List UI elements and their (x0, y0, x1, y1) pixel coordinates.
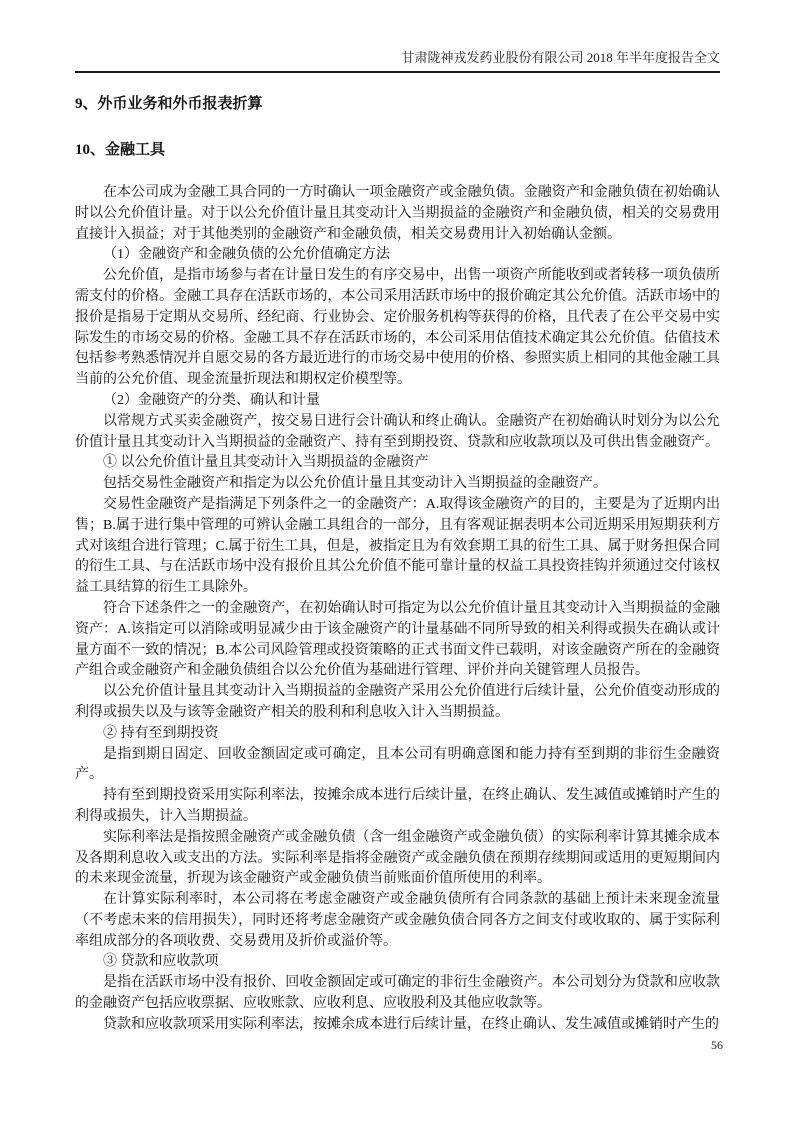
page-number: 56 (711, 1038, 723, 1052)
sub-heading: ② 持有至到期投资 (103, 725, 219, 741)
sub-heading: （1）金融资产和金融负债的公允价值确定方法 (103, 247, 390, 263)
paragraph: 符合下述条件之一的金融资产，在初始确认时可指定为以公允价值计量且其变动计入当期损益的金融资产：A.该指定可以消除或明显减少由于该金融资产的计量基础不同所导致的相关利得或损失在确认或计量方面不一致的情况；B.本公司风险管理或投资策略的正式书面文件已载明，对该金融资产所在的金融资产组合或金融资产和金融负债组合以公允价值为基础进行管理、评价并向关键管理人员报告。 (75, 600, 720, 679)
paragraph: 交易性金融资产是指满足下列条件之一的金融资产：A.取得该金融资产的目的，主要是为了近期内出售；B.属于进行集中管理的可辨认金融工具组合的一部分，且有客观证据表明本公司近期采用短期获利方式对该组合进行管理；C.属于衍生工具，但是，被指定且为有效套期工具的衍生工具、属于财务担保合同的衍生工具、与在活跃市场中没有报价且其公允价值不能可靠计量的权益工具投资挂钩并须通过交付该权益工具结算的衍生工具除外。 (75, 496, 720, 596)
sub-heading: ① 以公允价值计量且其变动计入当期损益的金融资产 (103, 455, 429, 471)
paragraph: 在计算实际利率时，本公司将在考虑金融资产或金融负债所有合同条款的基础上预计未来现金流量（不考虑未来的信用损失），同时还将考虑金融资产或金融负债合同各方之间支付或收取的、属于实际利率组成部分的各项收费、交易费用及折价或溢价等。 (75, 892, 720, 949)
paragraph: 公允价值，是指市场参与者在计量日发生的有序交易中，出售一项资产所能收到或者转移一项负债所需支付的价格。金融工具存在活跃市场的，本公司采用活跃市场中的报价确定其公允价值。活跃市场中的报价是指易于定期从交易所、经纪商、行业协会、定价服务机构等获得的价格，且代表了在公平交易中实际发生的市场交易的价格。金融工具不存在活跃市场的，本公司采用估值技术确定其公允价值。估值技术包括参考熟悉情况并自愿交易的各方最近进行的市场交易中使用的价格、参照实质上相同的其他金融工具当前的公允价值、现金流量折现法和期权定价模型等。 (75, 268, 720, 388)
paragraph: 包括交易性金融资产和指定为以公允价值计量且其变动计入当期损益的金融资产。 (103, 476, 607, 492)
paragraph: 贷款和应收款项采用实际利率法，按摊余成本进行后续计量，在终止确认、发生减值或摊销时产生的 (103, 1016, 719, 1032)
document-body (75, 183, 720, 1036)
sub-heading: ③ 贷款和应收款项 (103, 954, 219, 970)
section-heading-9: 9、外币业务和外币报表折算 (75, 96, 263, 112)
paragraph: 实际利率法是指按照金融资产或金融负债（含一组金融资产或金融负债）的实际利率计算其摊余成本及各期利息收入或支出的方法。实际利率是指将金融资产或金融负债在预期存续期间或适用的更短期间内的未来现金流量，折现为该金融资产或金融负债当前账面价值所使用的利率。 (75, 829, 720, 887)
paragraph: 以公允价值计量且其变动计入当期损益的金融资产采用公允价值进行后续计量，公允价值变动形成的利得或损失以及与该等金融资产相关的股利和利息收入计入当期损益。 (75, 684, 720, 720)
page-header (75, 50, 720, 73)
sub-heading: （2）金融资产的分类、确认和计量 (103, 392, 320, 408)
paragraph: 在本公司成为金融工具合同的一方时确认一项金融资产或金融负债。金融资产和金融负债在初始确认时以公允价值计量。对于以公允价值计量且其变动计入当期损益的金融资产和金融负债，相关的交易费用直接计入损益；对于其他类别的金融资产和金融负债，相关交易费用计入初始确认金额。 (75, 185, 720, 242)
paragraph: 持有至到期投资采用实际利率法，按摊余成本进行后续计量，在终止确认、发生减值或摊销时产生的利得或损失，计入当期损益。 (75, 788, 720, 824)
paragraph: 是指在活跃市场中没有报价、回收金额固定或可确定的非衍生金融资产。本公司划分为贷款和应收款的金融资产包括应收票据、应收账款、应收利息、应收股利及其他应收款等。 (75, 975, 720, 1012)
report-title: 甘肃陇神戎发药业股份有限公司 2018 年半年度报告全文 (401, 50, 720, 65)
paragraph: 以常规方式买卖金融资产，按交易日进行会计确认和终止确认。金融资产在初始确认时划分为以公允价值计量且其变动计入当期损益的金融资产、持有至到期投资、贷款和应收款项以及可供出售金融资产。 (75, 413, 720, 450)
paragraph: 是指到期日固定、回收金额固定或可确定，且本公司有明确意图和能力持有至到期的非衍生金融资产。 (75, 746, 720, 783)
section-heading-10: 10、金融工具 (75, 142, 166, 158)
